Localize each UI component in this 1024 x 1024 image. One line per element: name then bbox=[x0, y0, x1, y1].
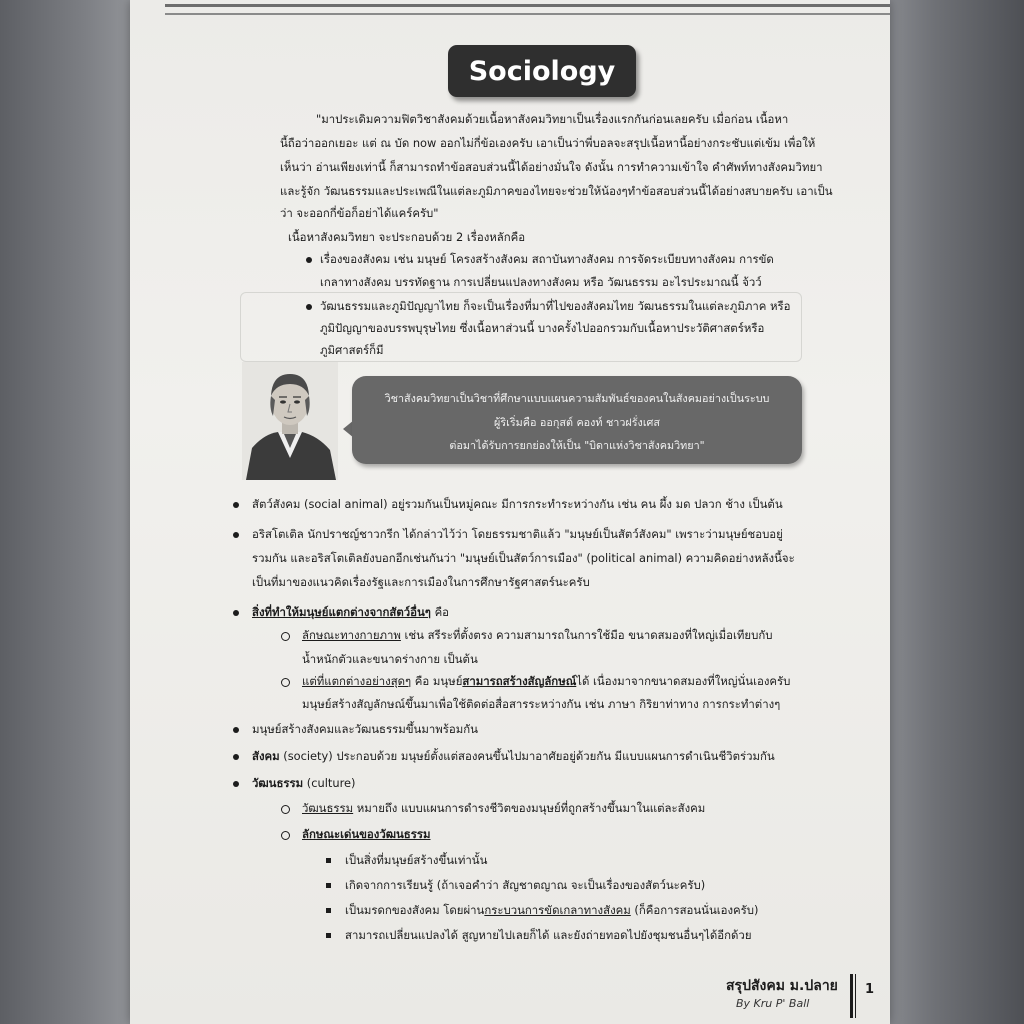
diff-most-symbol: สามารถสร้างสัญลักษณ์ bbox=[462, 674, 577, 688]
top-rule bbox=[165, 4, 890, 15]
footer-divider-thin bbox=[855, 974, 856, 1018]
together-text: มนุษย์สร้างสังคมและวัฒนธรรมขึ้นมาพร้อมกัน bbox=[252, 722, 478, 736]
culture-head: วัฒนธรรม bbox=[252, 776, 304, 790]
square-bullet bbox=[326, 933, 331, 938]
diff-most-line-2: มนุษย์สร้างสัญลักษณ์ขึ้นมาเพื่อใช้ติดต่อสื่อสารระหว่างกัน เช่น ภาษา กิริยาท่าทาง การกระทำต่างๆ bbox=[302, 697, 781, 711]
trait-1: เป็นสิ่งที่มนุษย์สร้างขึ้นเท่านั้น bbox=[345, 853, 488, 867]
society-head: สังคม bbox=[252, 749, 280, 763]
circle-bullet bbox=[281, 805, 290, 814]
circle-bullet bbox=[281, 678, 290, 687]
quote-line-3: ต่อมาได้รับการยกย่องให้เป็น "บิดาแห่งวิชาสังคมวิทยา" bbox=[449, 439, 705, 452]
aristotle-line-2: รวมกัน และอริสโตเติลยังบอกอีกเช่นกันว่า "มนุษย์เป็นสัตว์การเมือง" (political animal) ความคิดอย่างหลังนี้จะ bbox=[252, 551, 795, 565]
culture-definition bbox=[302, 801, 705, 815]
footer-book-title: สรุปสังคม ม.ปลาย bbox=[726, 978, 838, 994]
diff-most-mid: คือ มนุษย์ bbox=[411, 674, 463, 688]
square-bullet bbox=[326, 908, 331, 913]
topic-2-line-2: ภูมิปัญญาของบรรพบุรุษไทย ซึ่งเนื้อหาส่วนนี้ บางครั้งไปออกรวมกับเนื้อหาประวัติศาสตร์หรือ bbox=[320, 321, 765, 335]
quote-bubble bbox=[352, 376, 802, 464]
bullet bbox=[306, 257, 312, 263]
footer-author: By Kru P' Ball bbox=[736, 997, 810, 1010]
intro-line-1: "มาประเดิมความฟิตวิชาสังคมด้วยเนื้อหาสังคมวิทยาเป็นเรื่องแรกกันก่อนเลยครับ เมื่อก่อน เนื้อหา bbox=[316, 112, 789, 126]
society-text bbox=[252, 749, 775, 763]
bullet bbox=[233, 610, 239, 616]
document-page bbox=[130, 0, 890, 1024]
diff-most-line-1 bbox=[302, 674, 790, 688]
aristotle-line-3: เป็นที่มาของแนวคิดเรื่องรัฐและการเมืองในการศึกษารัฐศาสตร์นะครับ bbox=[252, 575, 590, 589]
circle-bullet bbox=[281, 831, 290, 840]
content-lead: เนื้อหาสังคมวิทยา จะประกอบด้วย 2 เรื่องหลักคือ bbox=[288, 230, 526, 244]
culture-heading bbox=[252, 776, 355, 790]
culture-rest: (culture) bbox=[303, 776, 356, 790]
intro-line-4: และรู้จัก วัฒนธรรมและประเพณีในแต่ละภูมิภาคของไทยจะช่วยให้น้องๆทำข้อสอบส่วนนี้ได้อย่างสบายครับ เอาเป็น bbox=[280, 184, 833, 198]
quote-line-1: วิชาสังคมวิทยาเป็นวิชาที่ศึกษาแบบแผนความสัมพันธ์ของคนในสังคมอย่างเป็นระบบ bbox=[384, 392, 770, 405]
background-right bbox=[874, 0, 1024, 1024]
trait-4: สามารถเปลี่ยนแปลงได้ สูญหายไปเลยก็ได้ และยังถ่ายทอดไปยังชุมชนอื่นๆได้อีกด้วย bbox=[345, 928, 752, 942]
footer-divider bbox=[850, 974, 853, 1018]
culture-traits-heading: ลักษณะเด่นของวัฒนธรรม bbox=[302, 827, 431, 841]
culture-def-head: วัฒนธรรม bbox=[302, 801, 354, 815]
circle-bullet bbox=[281, 632, 290, 641]
intro-line-5: ว่า จะออกกี่ข้อก็อย่าได้แคร์ครับ" bbox=[280, 206, 439, 220]
auguste-comte-portrait bbox=[242, 362, 338, 480]
bullet bbox=[233, 781, 239, 787]
square-bullet bbox=[326, 883, 331, 888]
diff-heading-text: สิ่งที่ทำให้มนุษย์แตกต่างจากสัตว์อื่นๆ bbox=[252, 605, 431, 619]
topic-2-line-3: ภูมิศาสตร์ก็มี bbox=[320, 343, 384, 357]
intro-line-2: นี้ถือว่าออกเยอะ แต่ ณ บัด now ออกไม่กี่ข้อเองครับ เอาเป็นว่าพี่บอลจะสรุปเนื้อหานี้อย่างกระชับแต่เข้ม เพื่อให้ bbox=[280, 136, 816, 150]
trait-3 bbox=[345, 903, 758, 917]
diff-physical-head: ลักษณะทางกายภาพ bbox=[302, 628, 401, 642]
square-bullet bbox=[326, 858, 331, 863]
diff-physical-rest: เช่น สรีระที่ตั้งตรง ความสามารถในการใช้มือ ขนาดสมองที่ใหญ่เมื่อเทียบกับ bbox=[400, 628, 773, 642]
trait-2: เกิดจากการเรียนรู้ (ถ้าเจอคำว่า สัญชาตญาณ จะเป็นเรื่องของสัตว์นะครับ) bbox=[345, 878, 706, 892]
diff-physical-line-2: น้ำหนักตัวและขนาดร่างกาย เป็นต้น bbox=[302, 652, 478, 666]
trait-3-c: (ก็คือการสอนนั่นเองครับ) bbox=[630, 903, 759, 917]
diff-heading bbox=[252, 605, 449, 619]
aristotle-line-1: อริสโตเติล นักปราชญ์ชาวกรีก ได้กล่าวไว้ว่า โดยธรรมชาติแล้ว "มนุษย์เป็นสัตว์สังคม" เพราะว่ามนุษย์ชอบอยู่ bbox=[252, 527, 783, 541]
bullet bbox=[306, 304, 312, 310]
culture-def-rest: หมายถึง แบบแผนการดำรงชีวิตของมนุษย์ที่ถูกสร้างขึ้นมาในแต่ละสังคม bbox=[353, 801, 706, 815]
bullet bbox=[233, 532, 239, 538]
page-number: 1 bbox=[865, 982, 875, 997]
background-left bbox=[0, 0, 150, 1024]
topic-1-line-1: เรื่องของสังคม เช่น มนุษย์ โครงสร้างสังคม สถาบันทางสังคม การจัดระเบียบทางสังคม การขัด bbox=[320, 252, 774, 266]
bullet bbox=[233, 727, 239, 733]
topic-1-line-2: เกลาทางสังคม บรรทัดฐาน การเปลี่ยนแปลงทางสังคม หรือ วัฒนธรรม อะไรประมาณนี้ จ้วว์ bbox=[320, 275, 762, 289]
society-rest: (society) ประกอบด้วย มนุษย์ตั้งแต่สองคนขึ้นไปมาอาศัยอยู่ด้วยกัน มีแบบแผนการดำเนินชีวิตร่วมกัน bbox=[279, 749, 775, 763]
diff-most-head: แต่ที่แตกต่างอย่างสุดๆ bbox=[302, 674, 412, 688]
trait-3-a: เป็นมรดกของสังคม โดยผ่าน bbox=[345, 903, 485, 917]
quote-line-2: ผู้ริเริ่มคือ ออกุสต์ คองท์ ชาวฝรั่งเศส bbox=[494, 416, 660, 429]
diff-most-rest: ได้ เนื่องมาจากขนาดสมองที่ใหญ่นั่นเองครับ bbox=[576, 674, 791, 688]
intro-line-3: เห็นว่า อ่านเพียงเท่านี้ ก็สามารถทำข้อสอบส่วนนี้ได้อย่างมั่นใจ ดังนั้น การทำความเข้าใจ คำศัพท์ทางสังคมวิทยา bbox=[280, 160, 823, 174]
bullet bbox=[233, 502, 239, 508]
diff-heading-suffix: คือ bbox=[434, 605, 450, 619]
topic-2-line-1: วัฒนธรรมและภูมิปัญญาไทย ก็จะเป็นเรื่องที่มาที่ไปของสังคมไทย วัฒนธรรมในแต่ละภูมิภาค หรือ bbox=[320, 299, 791, 313]
diff-physical-line-1 bbox=[302, 628, 772, 642]
bullet bbox=[233, 754, 239, 760]
social-animal-text: สัตว์สังคม (social animal) อยู่รวมกันเป็นหมู่คณะ มีการกระทำระหว่างกัน เช่น คน ผึ้ง มด ปลวก ช้าง เป็นต้น bbox=[252, 497, 783, 511]
trait-3-b: กระบวนการขัดเกลาทางสังคม bbox=[484, 903, 631, 917]
page-title: Sociology bbox=[448, 45, 636, 97]
